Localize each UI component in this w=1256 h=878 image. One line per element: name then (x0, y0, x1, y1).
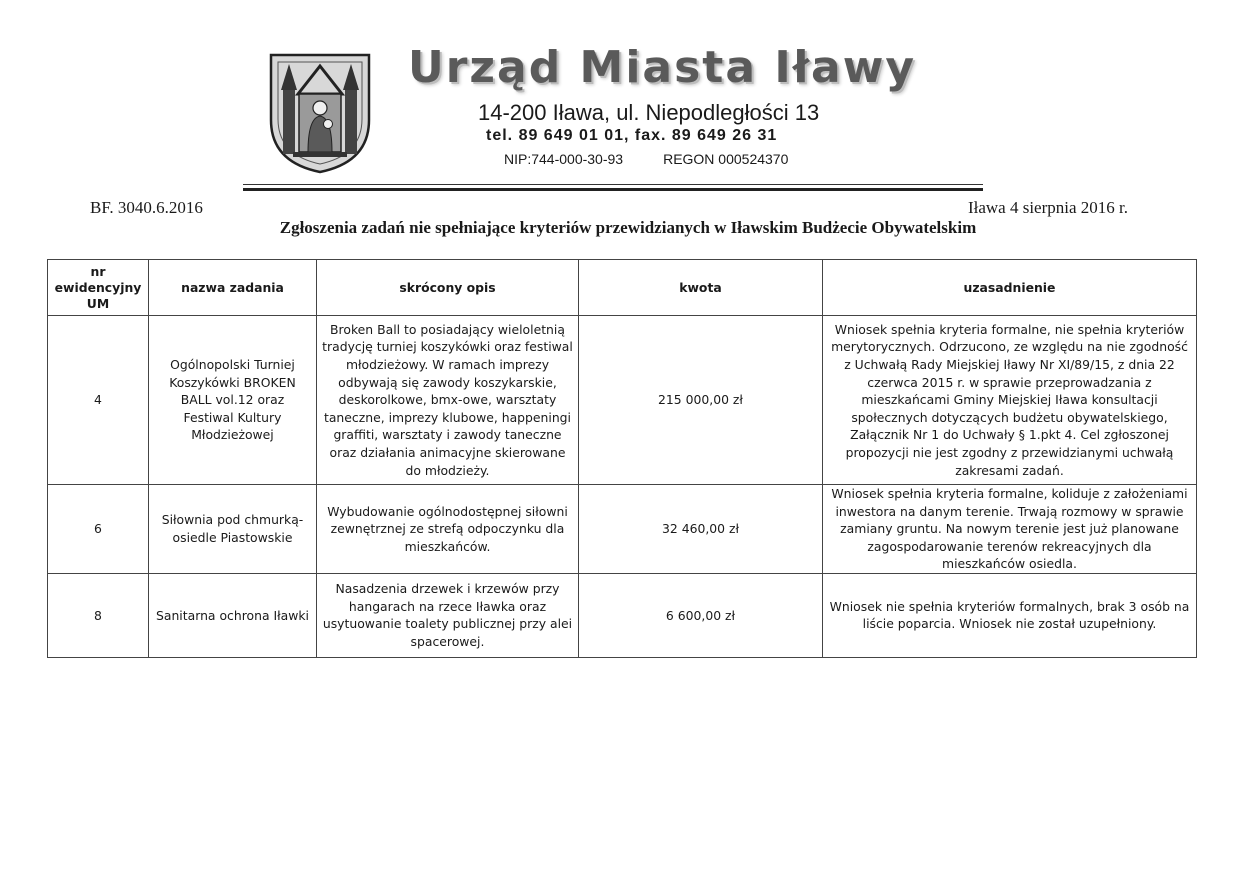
table-header-row (48, 260, 1197, 316)
coat-of-arms-icon (268, 52, 372, 174)
header-opis: skrócony opis (317, 260, 579, 316)
header-kwota: kwota (579, 260, 823, 316)
org-name: Urząd Miasta Iławy (408, 42, 917, 93)
header-nr: nr ewidencyjny UM (48, 260, 149, 316)
header-divider-thin (243, 184, 983, 185)
org-phone-fax: tel. 89 649 01 01, fax. 89 649 26 31 (486, 127, 778, 144)
cell-nazwa: Siłownia pod chmurką- osiedle Piastowskie (149, 485, 317, 574)
cell-opis: Wybudowanie ogólnodostępnej siłowni zewnętrznej ze strefą odpoczynku dla mieszkańców. (317, 485, 579, 574)
cell-uzasadnienie: Wniosek spełnia kryteria formalne, koliduje z założeniami inwestora na danym terenie. Trwają rozmowy w sprawie zamiany gruntu. Na nowym terenie jest już planowane zagospodarowanie terenów rekreacyjnych dla mieszkańców osiedla. (823, 485, 1197, 574)
header-uzasadnienie: uzasadnienie (823, 260, 1197, 316)
cell-opis: Nasadzenia drzewek i krzewów przy hangarach na rzece Iławka oraz usytuowanie toalety publicznej przy alei spacerowej. (317, 573, 579, 657)
table-row (48, 573, 1197, 657)
org-ids (504, 151, 788, 167)
cell-nazwa: Sanitarna ochrona Iławki (149, 573, 317, 657)
header-nazwa: nazwa zadania (149, 260, 317, 316)
cell-kwota: 215 000,00 zł (579, 316, 823, 485)
org-regon: REGON 000524370 (663, 151, 789, 167)
tasks-table (47, 259, 1197, 658)
cell-opis: Broken Ball to posiadający wieloletnią tradycję turniej koszykówki oraz festiwal młodzieżowy. W ramach imprezy odbywają się zawody koszykarskie, deskorolkowe, bmx-owe, warsztaty taneczne, imprezy klubowe, happeningi graffiti, warsztaty i zawody taneczne oraz działania animacyjne skierowane do młodzieży. (317, 316, 579, 485)
document-title: Zgłoszenia zadań nie spełniające kryteriów przewidzianych w Iławskim Budżecie Obywatelskim (279, 218, 977, 237)
cell-kwota: 6 600,00 zł (579, 573, 823, 657)
cell-kwota: 32 460,00 zł (579, 485, 823, 574)
org-nip: NIP:744-000-30-93 (504, 151, 624, 167)
cell-uzasadnienie: Wniosek nie spełnia kryteriów formalnych, brak 3 osób na liście poparcia. Wniosek nie został uzupełniony. (823, 573, 1197, 657)
table-row (48, 316, 1197, 485)
cell-nr: 8 (48, 573, 149, 657)
cell-nr: 4 (48, 316, 149, 485)
table-row (48, 485, 1197, 574)
cell-nr: 6 (48, 485, 149, 574)
document-reference: BF. 3040.6.2016 (90, 198, 203, 217)
cell-uzasadnienie: Wniosek spełnia kryteria formalne, nie spełnia kryteriów merytorycznych. Odrzucono, ze względu na nie zgodność z Uchwałą Rady Miejskiej Iławy Nr XI/89/15, z dnia 22 czerwca 2015 r. w sprawie przeprowadzania z mieszkańcami Gminy Miejskiej Iława konsultacji społecznych dotyczących budżetu obywatelskiego, Załącznik Nr 1 do Uchwały § 1.pkt 4. Cel zgłoszonej propozycji nie jest zgodny z przewidzianymi uchwałą zakresami zadań. (823, 316, 1197, 485)
cell-nazwa: Ogólnopolski Turniej Koszykówki BROKEN BALL vol.12 oraz Festiwal Kultury Młodzieżowej (149, 316, 317, 485)
document-date: Iława 4 sierpnia 2016 r. (967, 198, 1128, 217)
org-address: 14-200 Iława, ul. Niepodległości 13 (478, 100, 820, 125)
header-divider-thick (243, 188, 983, 191)
